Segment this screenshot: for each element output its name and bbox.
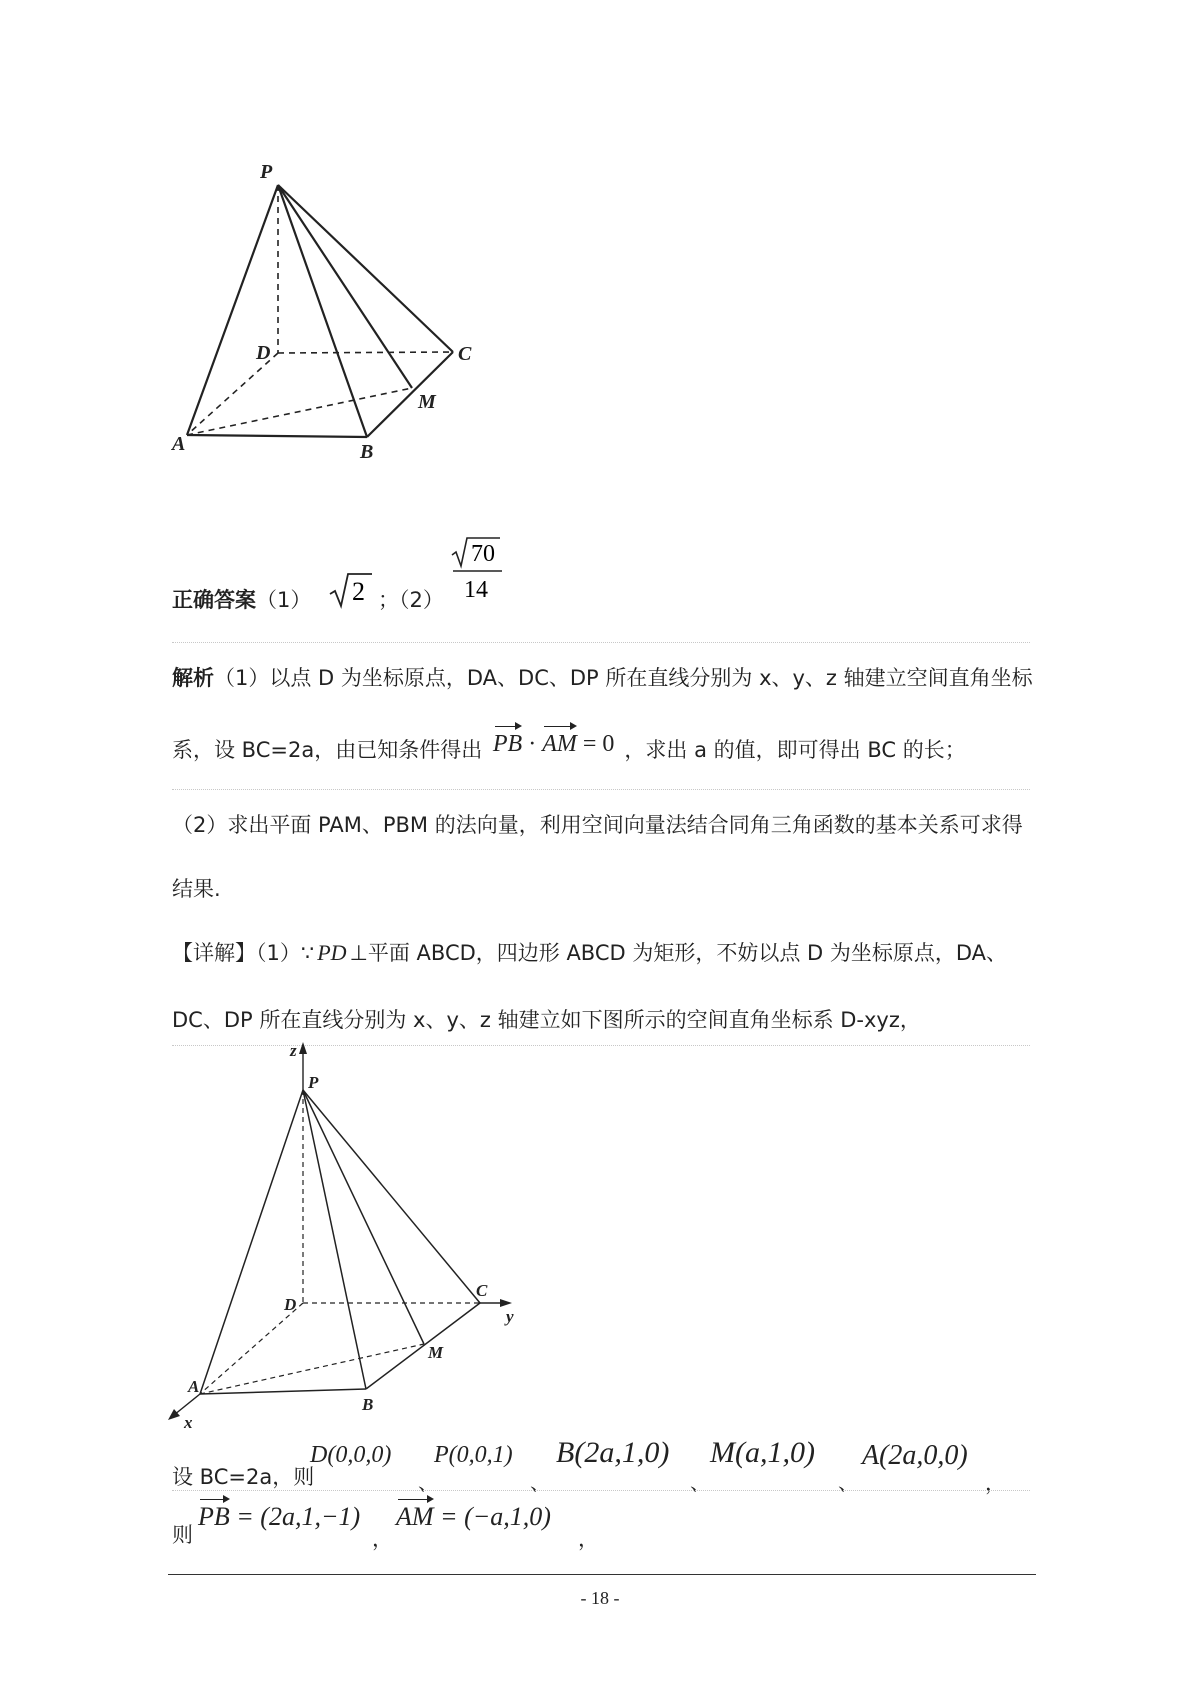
divider <box>172 789 1030 790</box>
page-number: - 18 - <box>580 1588 620 1608</box>
analysis-line-2 <box>172 731 966 765</box>
coord-sep-1: 、 <box>418 1471 439 1495</box>
divider <box>172 642 1030 643</box>
answer-fraction-radicand: 70 <box>471 541 495 567</box>
equals-zero: = 0 <box>582 731 615 757</box>
pyramid-figure <box>160 150 500 510</box>
label-B: B <box>362 1395 374 1414</box>
label-D: D <box>256 342 271 364</box>
label-y: y <box>506 1307 514 1326</box>
detail-line-2: DC、DP 所在直线分别为 x、y、z 轴建立如下图所示的空间直角坐标系 D-xyz， <box>172 1008 921 1032</box>
coords-line <box>172 1462 314 1492</box>
answer-sqrt2 <box>328 570 374 610</box>
answer-fraction-denominator: 14 <box>464 577 488 603</box>
detail-line-1 <box>172 938 1007 968</box>
vector-AM-name: AM <box>396 1502 434 1531</box>
vectors-pre: 则 <box>172 1523 193 1547</box>
analysis-line2-math <box>493 731 621 757</box>
coord-A: A(2a,0,0) <box>862 1440 968 1471</box>
detail-line1-post: 平面 ABCD，四边形 ABCD 为矩形，不妨以点 D 为坐标原点，DA、 <box>367 941 1008 965</box>
detail-line1-pre: （1）∵ <box>256 941 315 965</box>
analysis-line2-post: ，求出 a 的值，即可得出 BC 的长； <box>624 738 966 762</box>
coords-end: ， <box>985 1471 1006 1495</box>
answer-separator: ；（2） <box>378 588 444 612</box>
label-A: A <box>172 433 186 455</box>
analysis-line1-text: （1）以点 D 为坐标原点，DA、DC、DP 所在直线分别为 x、y、z 轴建立空间直角坐标 <box>214 666 1033 690</box>
coord-B: B(2a,1,0) <box>556 1436 670 1469</box>
label-z: z <box>290 1041 297 1060</box>
label-D: D <box>284 1295 297 1314</box>
coordinate-pyramid-figure <box>160 1040 540 1430</box>
analysis-label: 解析 <box>172 666 214 690</box>
coords-pre: 设 BC=2a，则 <box>172 1465 315 1489</box>
analysis-line-3: （2）求出平面 PAM、PBM 的法向量，利用空间向量法结合同角三角函数的基本关系可求得 <box>172 813 1023 837</box>
label-P: P <box>308 1073 319 1092</box>
answer-fraction <box>450 535 510 611</box>
coord-sep-4: 、 <box>838 1471 859 1495</box>
label-P: P <box>260 161 273 183</box>
label-A: A <box>188 1377 200 1396</box>
answer-sqrt2-radicand: 2 <box>352 577 365 606</box>
analysis-line-1 <box>172 663 1033 693</box>
answer-label: 正确答案 <box>172 588 256 612</box>
analysis-line2-pre: 系，设 BC=2a，由已知条件得出 <box>172 738 483 762</box>
coord-D: D(0,0,0) <box>310 1442 392 1468</box>
vectors-sep: ， <box>372 1527 393 1551</box>
vector-PB-value: = (2a,1,−1) <box>236 1502 361 1531</box>
coord-sep-2: 、 <box>530 1471 551 1495</box>
vector-PB: PB <box>492 731 523 757</box>
detail-line1-math: PD <box>317 940 347 965</box>
label-x: x <box>184 1413 193 1430</box>
label-M: M <box>418 391 436 413</box>
vector-AM-value: = (−a,1,0) <box>440 1502 551 1531</box>
vector-AM: AM <box>542 731 577 757</box>
label-C: C <box>458 343 472 365</box>
detail-line1-perp: ⊥ <box>349 941 368 965</box>
analysis-line-4: 结果. <box>172 877 221 901</box>
answer-part1-prefix: （1） <box>256 588 312 612</box>
vectors-end: ， <box>578 1527 599 1551</box>
detail-label: 【详解】 <box>172 941 256 965</box>
dot-operator: · <box>528 731 537 757</box>
answer-line <box>172 585 311 625</box>
label-C: C <box>476 1281 488 1300</box>
coord-M: M(a,1,0) <box>710 1436 815 1469</box>
vector-AM-line <box>396 1502 551 1532</box>
vector-PB-name: PB <box>198 1502 230 1531</box>
vector-PB-line <box>198 1502 360 1532</box>
divider <box>172 1490 1030 1491</box>
coord-sep-3: 、 <box>690 1471 711 1495</box>
label-B: B <box>360 441 374 463</box>
label-M: M <box>428 1343 444 1362</box>
coord-P: P(0,0,1) <box>434 1442 513 1468</box>
footer-rule <box>168 1574 1036 1575</box>
